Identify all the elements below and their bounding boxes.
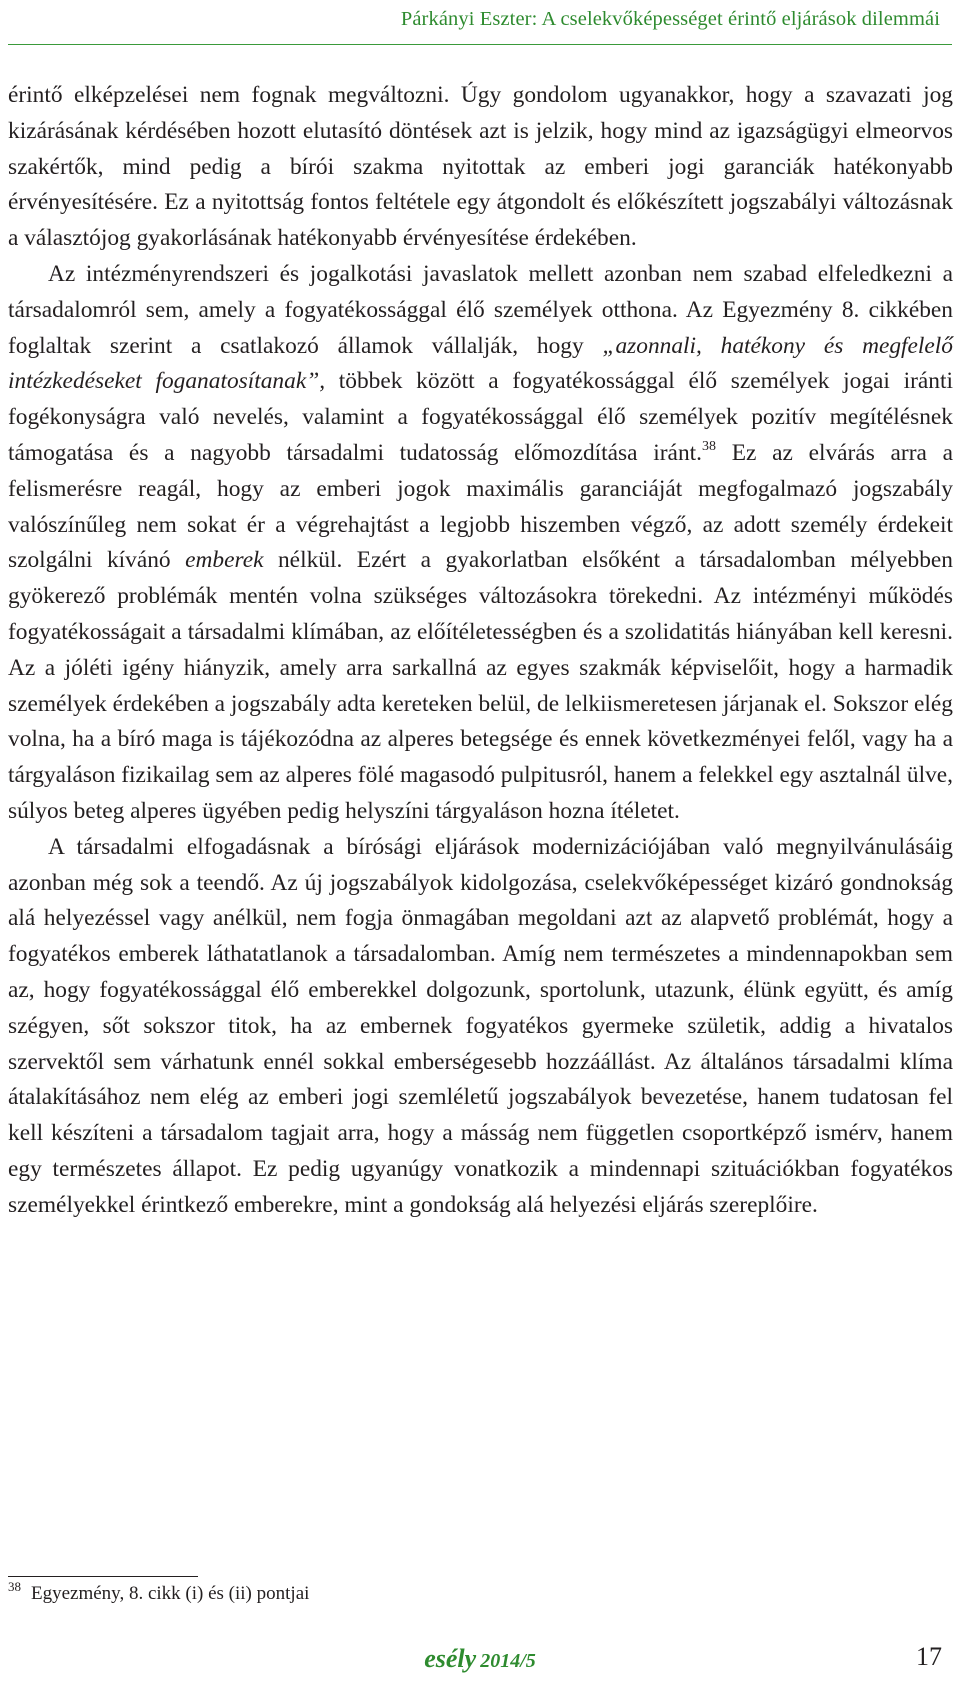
quoted-phrase: „azonnali, hatékony és megfelelő intézkedéseket foganatosítanak”, xyxy=(8,332,953,395)
journal-issue: 2014/5 xyxy=(480,1650,536,1672)
paragraph-3: A társadalmi elfogadásnak a bírósági eljárások modernizációjában való megnyilvánulásáig azonban még sok a teendő. Az új jogszabályok kidolgozása, cselekvőképességet kizáró gondnokság alá helyezéssel vagy anélkül, nem fogja önmagában megoldani azt az alapvető problémát, hogy a fogyatékos emberek láthatatlanok a társadalomban. Amíg nem természetes a mindennapokban sem az, hogy fogyatékossággal élő emberekkel dolgozunk, sportolunk, utazunk, élünk együtt, és amíg szégyen, sőt sokszor titok, ha az embernek fogyatékos gyermeke születik, addig a hivatalos szervektől sem várhatunk ennél sokkal emberségesebb hozzáállást. Az általános társadalmi klíma átalakításához nem elég az emberi jogi szemléletű jogszabályok bevezetése, hanem tudatosan fel kell készíteni a társadalom tagjait arra, hogy a másság nem független csoportképző ismérv, hanem egy természetes állapot. Ez pedig ugyanúgy vonatkozik a mindennapi szituációkban fogyatékos személyekkel érintkező emberekre, mint a gondokság alá helyezési eljárás szereplőire. xyxy=(8,833,953,1218)
journal-footer xyxy=(0,1644,960,1674)
paragraph-2 xyxy=(8,257,953,830)
running-header: Párkányi Eszter: A cselekvőképességet érintő eljárások dilemmái xyxy=(400,8,940,30)
paragraph-2-part-a: Az intézményrendszeri és jogalkotási javaslatok mellett azonban nem szabad elfeledkezni a társadalomról sem, amely a fogyatékossággal élő személyek otthona. Az Egyezmény 8. cikkében foglaltak szerint a csatlakozó államok vállalják, hogy xyxy=(8,260,953,359)
footnote xyxy=(8,1579,310,1607)
footnote-reference[interactable]: 38 xyxy=(701,438,716,454)
page-number: 17 xyxy=(916,1642,942,1671)
journal-name: esély xyxy=(424,1644,477,1673)
paragraph-2-part-c: Ez az elvárás arra a felismerésre reagál, hogy az emberi jogok maximális garanciáját megfogalmazó jogszabály valószínűleg nem sokat ér a végrehajtást a legjobb hiszemben végző, az adott személy érdekeit szolgálni kívánó xyxy=(8,439,953,574)
footnote-text: Egyezmény, 8. cikk (i) és (ii) pontjai xyxy=(31,1583,310,1604)
article-body xyxy=(8,78,953,1224)
footnote-rule xyxy=(8,1576,198,1577)
paragraph-2-part-d: nélkül. Ezért a gyakorlatban elsőként a társadalomban mélyebben gyökerező problémák mentén volna szükséges változásokra törekedni. Az intézményi működés fogyatékosságait a társadalmi klímában, az előítéletességben és a szolidatitás hiányában kell keresni. Az a jóléti igény hiányzik, amely arra sarkallná az egyes szakmák képviselőit, hogy a harmadik személyek érdekében a jogszabály adta kereteken belül, de lelkiismeretesen járjanak el. Sokszor elég volna, ha a bíró maga is tájékozódna az alperes betegsége és ennek következményei felől, vagy ha a tárgyaláson fizikailag sem az alperes fölé magasodó pulpitusról, hanem a felekkel egy asztalnál ülve, súlyos beteg alperes ügyében pedig helyszíni tárgyaláson hozna ítéletet. xyxy=(8,547,953,824)
header-rule xyxy=(8,44,952,45)
emphasized-word: emberek xyxy=(185,547,264,574)
paragraph-1: érintő elképzelései nem fognak megváltozni. Úgy gondolom ugyanakkor, hogy a szavazati jog kizárásának kérdésében hozott elutasító döntések azt is jelzik, hogy mind az igazságügyi elmeorvos szakértők, mind pedig a bírói szakma nyitottak az emberi jogi garanciák hatékonyabb érvényesítésére. Ez a nyitottság fontos feltétele egy átgondolt és előkészített jogszabályi változásnak a választójog gyakorlásának hatékonyabb érvényesítése érdekében. xyxy=(8,82,953,252)
footnote-number: 38 xyxy=(8,1579,21,1594)
paragraph-2-part-b: többek között a fogyatékossággal élő személyek jogai iránti fogékonyságra való nevelés, valamint a fogyatékossággal élő személyek pozitív megítélésnek támogatása és a nagyobb társadalmi tudatosság előmozdítása iránt. xyxy=(8,368,953,466)
